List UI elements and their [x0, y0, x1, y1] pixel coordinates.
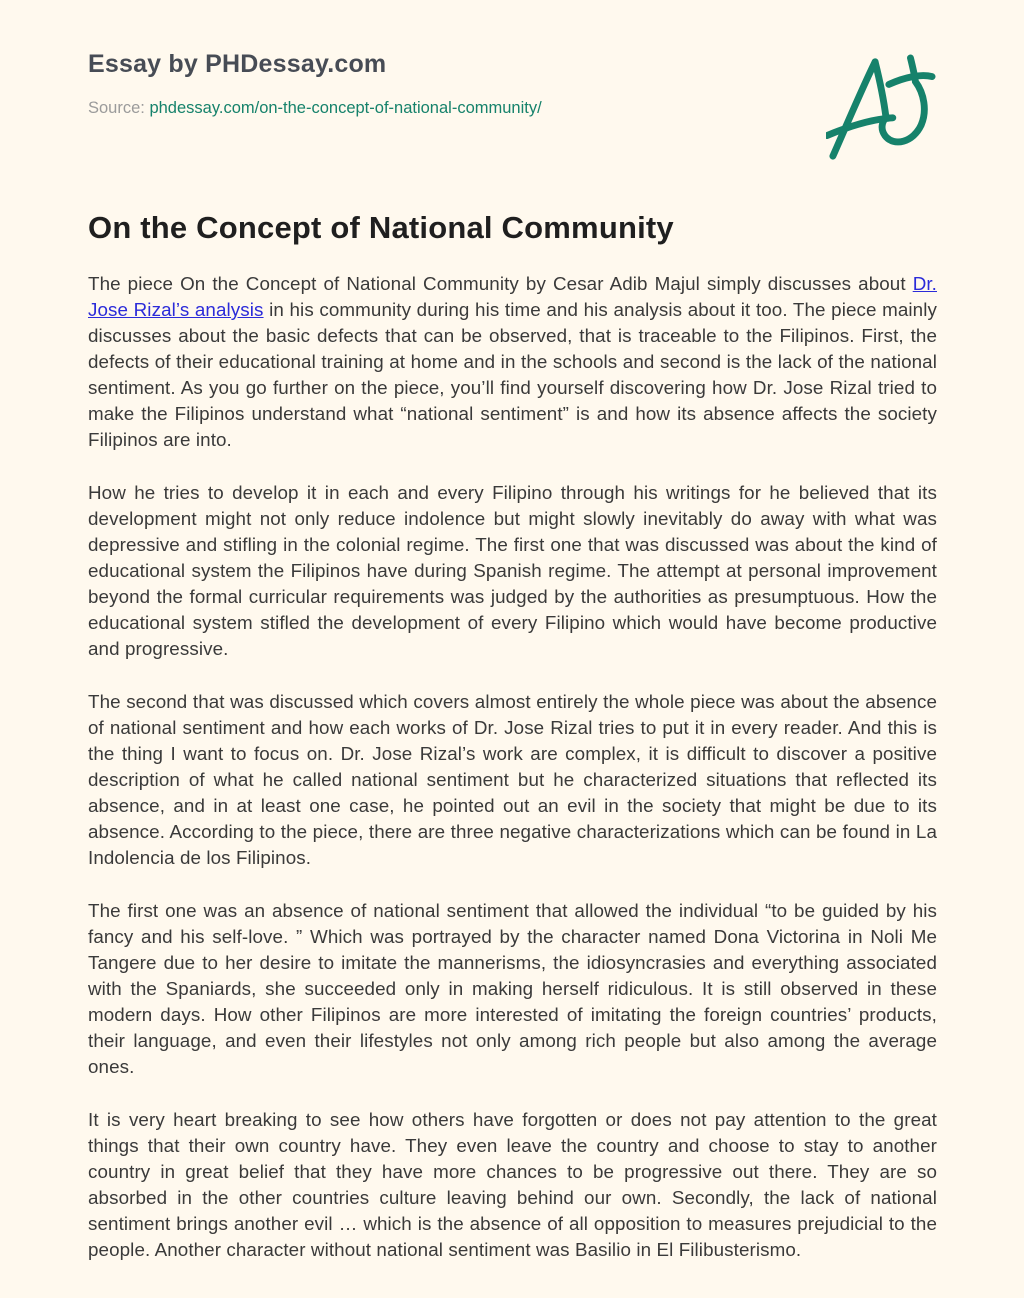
source-url-link[interactable]: phdessay.com/on-the-concept-of-national-community/	[149, 99, 542, 117]
article-body	[88, 271, 937, 1263]
clipped-paragraph-container	[88, 1107, 937, 1263]
header-byline: Essay by PHDessay.com	[88, 50, 387, 78]
paragraph: It is very heart breaking to see how others have forgotten or does not pay attention to the great things that their own country have. They even leave the country and choose to stay to another country in great belief that they have more chances to be progressive out there. They are so absorbed in the other countries culture leaving behind our own. Secondly, the lack of national sentiment brings another evil … which is the absence of all opposition to measures prejudicial to the people. Another character without national sentiment was Basilio in El Filibusterismo.	[88, 1109, 937, 1260]
paragraph: How he tries to develop it in each and every Filipino through his writings for he believed that its development might not only reduce indolence but might slowly inevitably do away with what was depressive and stifling in the colonial regime. The first one that was discussed was about the kind of educational system the Filipinos have during Spanish regime. The attempt at personal improvement beyond the formal curricular requirements was judged by the authorities as presumptuous. How the educational system stifled the development of every Filipino which would have become productive and progressive.	[88, 482, 937, 659]
paragraph: The second that was discussed which covers almost entirely the whole piece was about the absence of national sentiment and how each works of Dr. Jose Rizal tries to put it in every reader. And this is the thing I want to focus on. Dr. Jose Rizal’s work are complex, it is difficult to discover a positive description of what he called national sentiment but he characterized situations that reflected its absence, and in at least one case, he pointed out an evil in the society that might be due to its absence. According to the piece, there are three negative characterizations which can be found in La Indolencia de los Filipinos.	[88, 691, 937, 868]
intro-text-post: in his community during his time and his analysis about it too. The piece mainly discusses about the basic defects that can be observed, that is traceable to the Filipinos. First, the defects of their educational training at home and in the schools and second is the lack of the national sentiment. As you go further on the piece, you’ll find yourself discovering how Dr. Jose Rizal tried to make the Filipinos understand what “national sentiment” is and how its absence affects the society Filipinos are into.	[88, 299, 937, 450]
paragraph-intro	[88, 271, 937, 453]
a-plus-logo-icon	[826, 54, 936, 164]
intro-text-pre: The piece On the Concept of National Community by Cesar Adib Majul simply discusses about	[88, 273, 913, 294]
source-label: Source:	[88, 99, 150, 117]
paragraph: The first one was an absence of national sentiment that allowed the individual “to be guided by his fancy and his self-love. ” Which was portrayed by the character named Dona Victorina in Noli Me Tangere due to her desire to imitate the mannerisms, the idiosyncrasies and everything associated with the Spaniards, she succeeded only in making herself ridiculous. It is still observed in these modern days. How other Filipinos are more interested of imitating the foreign countries’ products, their language, and even their lifestyles not only among rich people but also among the average ones.	[88, 900, 937, 1077]
rizal-analysis-link[interactable]: Dr. Jose Rizal’s analysis	[88, 273, 937, 320]
article-title: On the Concept of National Community	[88, 209, 674, 245]
source-line	[88, 99, 542, 118]
